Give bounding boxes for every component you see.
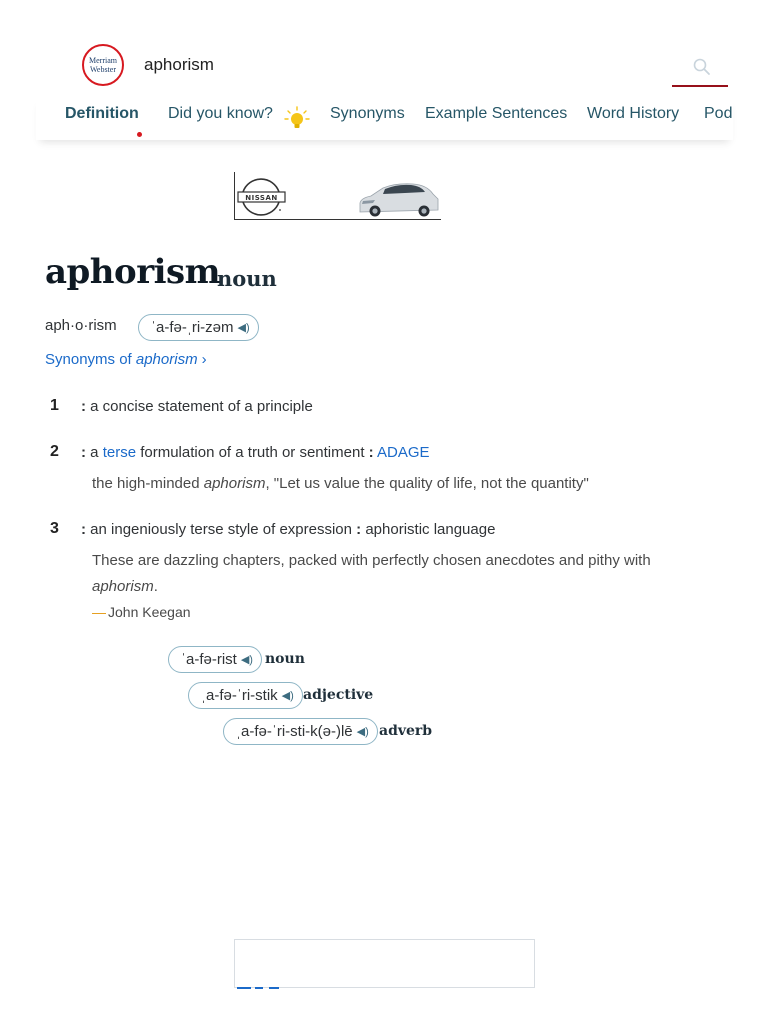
nissan-logo	[238, 179, 285, 215]
derived-pos: noun	[265, 651, 305, 667]
derived-pronunciation-text: ˌa-fə-ˈri-sti-k(ə-)lē	[236, 723, 353, 740]
tab-word-history[interactable]: Word History	[587, 105, 680, 122]
tab-bar	[36, 96, 733, 140]
tab-example-sentences[interactable]: Example Sentences	[425, 105, 568, 122]
active-tab-indicator	[137, 132, 142, 137]
derived-pos: adjective	[303, 687, 374, 703]
sense-2	[81, 444, 430, 461]
sense-separator-2: :	[356, 521, 362, 538]
sense-3	[81, 521, 495, 538]
example-text-b: , "Let us value the quality of life, not the quantity"	[265, 475, 589, 492]
synonyms-link-prefix: Synonyms of	[45, 351, 136, 368]
attribution-author: John Keegan	[108, 604, 191, 620]
search-input[interactable]: aphorism	[144, 55, 214, 74]
pronunciation-text: ˈa-fə-ˌri-zəm	[151, 319, 234, 336]
search-underline	[672, 85, 728, 87]
merriam-webster-logo[interactable]	[82, 44, 124, 86]
example-text-a: the high-minded	[92, 475, 204, 492]
car-image	[360, 184, 438, 217]
part-of-speech: noun	[217, 266, 277, 291]
speaker-icon: ◀︎)	[240, 654, 253, 666]
sense-3-text-b: aphoristic language	[361, 521, 496, 538]
speaker-icon: ◀︎)	[281, 690, 294, 702]
logo-line-2: Webster	[89, 65, 116, 74]
tab-definition[interactable]: Definition	[65, 105, 139, 122]
example-text-a: These are dazzling chapters, packed with perfectly chosen anecdotes and pithy with	[92, 552, 651, 569]
sense-number-2: 2	[50, 443, 59, 460]
speaker-icon: ◀︎)	[237, 322, 250, 334]
sense-2-example	[92, 471, 589, 497]
sense-1	[81, 398, 313, 415]
pronunciation-button[interactable]	[138, 314, 259, 341]
terse-link[interactable]: terse	[102, 444, 137, 461]
tab-podcast[interactable]: Pod	[704, 105, 733, 122]
nissan-logo-text: NISSAN	[245, 194, 278, 202]
derived-pos: adverb	[379, 723, 433, 739]
synonyms-link-word: aphorism	[135, 351, 198, 368]
derived-pronunciation-button[interactable]	[223, 718, 378, 745]
chevron-right-icon: ›	[201, 351, 207, 368]
example-headword: aphorism	[92, 578, 154, 595]
sense-3-example	[92, 548, 712, 600]
derived-pronunciation-button[interactable]	[168, 646, 262, 673]
sense-separator: :	[81, 521, 86, 538]
speaker-icon: ◀︎)	[356, 726, 369, 738]
sense-1-text: a concise statement of a principle	[86, 398, 313, 415]
tab-did-you-know[interactable]: Did you know?	[168, 105, 273, 122]
quote-attribution	[92, 604, 191, 620]
logo-line-1: Merriam	[89, 56, 117, 65]
derived-pronunciation-button[interactable]	[188, 682, 303, 709]
headword: aphorism	[45, 252, 221, 292]
sense-3-text-a: an ingeniously terse style of expression	[86, 521, 357, 538]
search-icon[interactable]	[692, 57, 712, 77]
derived-pronunciation-text: ˌa-fə-ˈri-stik	[201, 687, 278, 704]
example-text-b: .	[153, 578, 158, 595]
sense-number-1: 1	[50, 397, 59, 414]
derived-pronunciation-text: ˈa-fə-rist	[181, 651, 237, 668]
lightbulb-icon	[284, 106, 310, 132]
syllables: aph·o·rism	[45, 317, 117, 334]
sense-separator: :	[81, 444, 86, 461]
nissan-ad-graphic	[235, 172, 442, 219]
advertisement-slot[interactable]	[234, 939, 535, 988]
sense-2-text-a: a	[86, 444, 103, 461]
sense-separator: :	[81, 398, 86, 415]
tab-synonyms[interactable]: Synonyms	[330, 105, 405, 122]
attribution-dash: —	[92, 604, 106, 620]
sense-separator-2: :	[368, 444, 374, 461]
sense-2-text-b: formulation of a truth or sentiment	[136, 444, 369, 461]
adage-link[interactable]: ADAGE	[377, 444, 430, 461]
sense-number-3: 3	[50, 520, 59, 537]
example-headword: aphorism	[203, 475, 266, 492]
advertisement-banner[interactable]	[234, 172, 441, 220]
synonyms-link[interactable]	[45, 351, 207, 368]
